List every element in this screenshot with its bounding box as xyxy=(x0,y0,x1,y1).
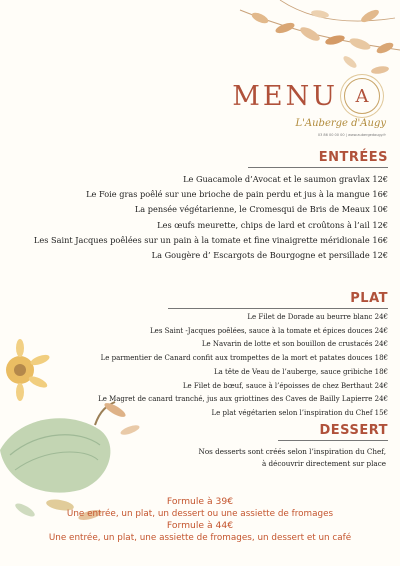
list-item: Le Navarin de lotte et son bouillon de crustacés 24€ xyxy=(201,340,388,349)
dessert-divider xyxy=(278,440,388,441)
brand-signature: L'Auberge d'Augy xyxy=(295,118,386,129)
formule-price: Formule à 44€ xyxy=(166,520,234,531)
list-item: Le Magret de canard tranché, jus aux griottines des Caves de Bailly Lapierre 24€ xyxy=(98,395,388,404)
list-item: Le Foie gras poêlé sur une brioche de pain perdu et jus à la mangue 16€ xyxy=(86,189,388,200)
entrees-divider xyxy=(248,167,388,168)
list-item: La pensée végétarienne, le Cromesqui de Bris de Meaux 10€ xyxy=(134,204,388,215)
contact-line: 03 86 00 00 00 | www.aubergedaugy.fr xyxy=(317,133,386,137)
formule-content: Une entrée, un plat, une assiette de fromages, un dessert et un café xyxy=(48,533,352,543)
menu-title: MENU xyxy=(232,80,338,112)
list-item: Le Guacamole d’Avocat et le saumon gravlax 12€ xyxy=(183,174,388,184)
list-item: Le parmentier de Canard confit aux trompettes de la mort et patates douces 18€ xyxy=(100,354,388,363)
list-item: Les Saint Jacques poêlées sur un pain à la tomate et fine vinaigrette méridionale 16€ xyxy=(33,234,388,245)
formule-content: Une entrée, un plat, un dessert ou une assiette de fromages xyxy=(66,509,334,519)
list-item: Le plat végétarien selon l’inspiration du Chef 15€ xyxy=(211,408,388,417)
formules-block xyxy=(0,496,400,544)
entrees-list xyxy=(34,172,388,263)
list-item: La Gougère d’ Escargots de Bourgogne et persillade 12€ xyxy=(151,250,388,261)
dessert-line: à découvrir directement sur place xyxy=(261,459,386,468)
list-item: Les Saint -Jacques poêlées, sauce à la tomate et épices douces 24€ xyxy=(150,326,388,335)
plat-heading: PLAT xyxy=(350,291,388,306)
dessert-heading: DESSERT xyxy=(319,423,388,438)
plat-list xyxy=(98,311,388,421)
dessert-description xyxy=(199,446,386,470)
menu-title-row xyxy=(232,78,380,114)
list-item: Le Filet de Dorade au beurre blanc 24€ xyxy=(247,313,388,321)
dessert-line: Nos desserts sont créés selon l’inspiration du Chef, xyxy=(198,447,386,456)
list-item: Le Filet de bœuf, sauce à l’époisses de chez Berthaut 24€ xyxy=(182,381,388,390)
list-item: Les œufs meurette, chips de lard et croûtons à l’ail 12€ xyxy=(157,219,388,230)
plat-divider xyxy=(168,308,388,309)
restaurant-logo xyxy=(344,78,380,114)
formule-price: Formule à 39€ xyxy=(166,496,234,507)
list-item: La tête de Veau de l’auberge, sauce gribiche 18€ xyxy=(213,367,388,376)
logo-letter: A xyxy=(355,85,369,107)
entrees-heading: ENTRÉES xyxy=(318,150,388,165)
